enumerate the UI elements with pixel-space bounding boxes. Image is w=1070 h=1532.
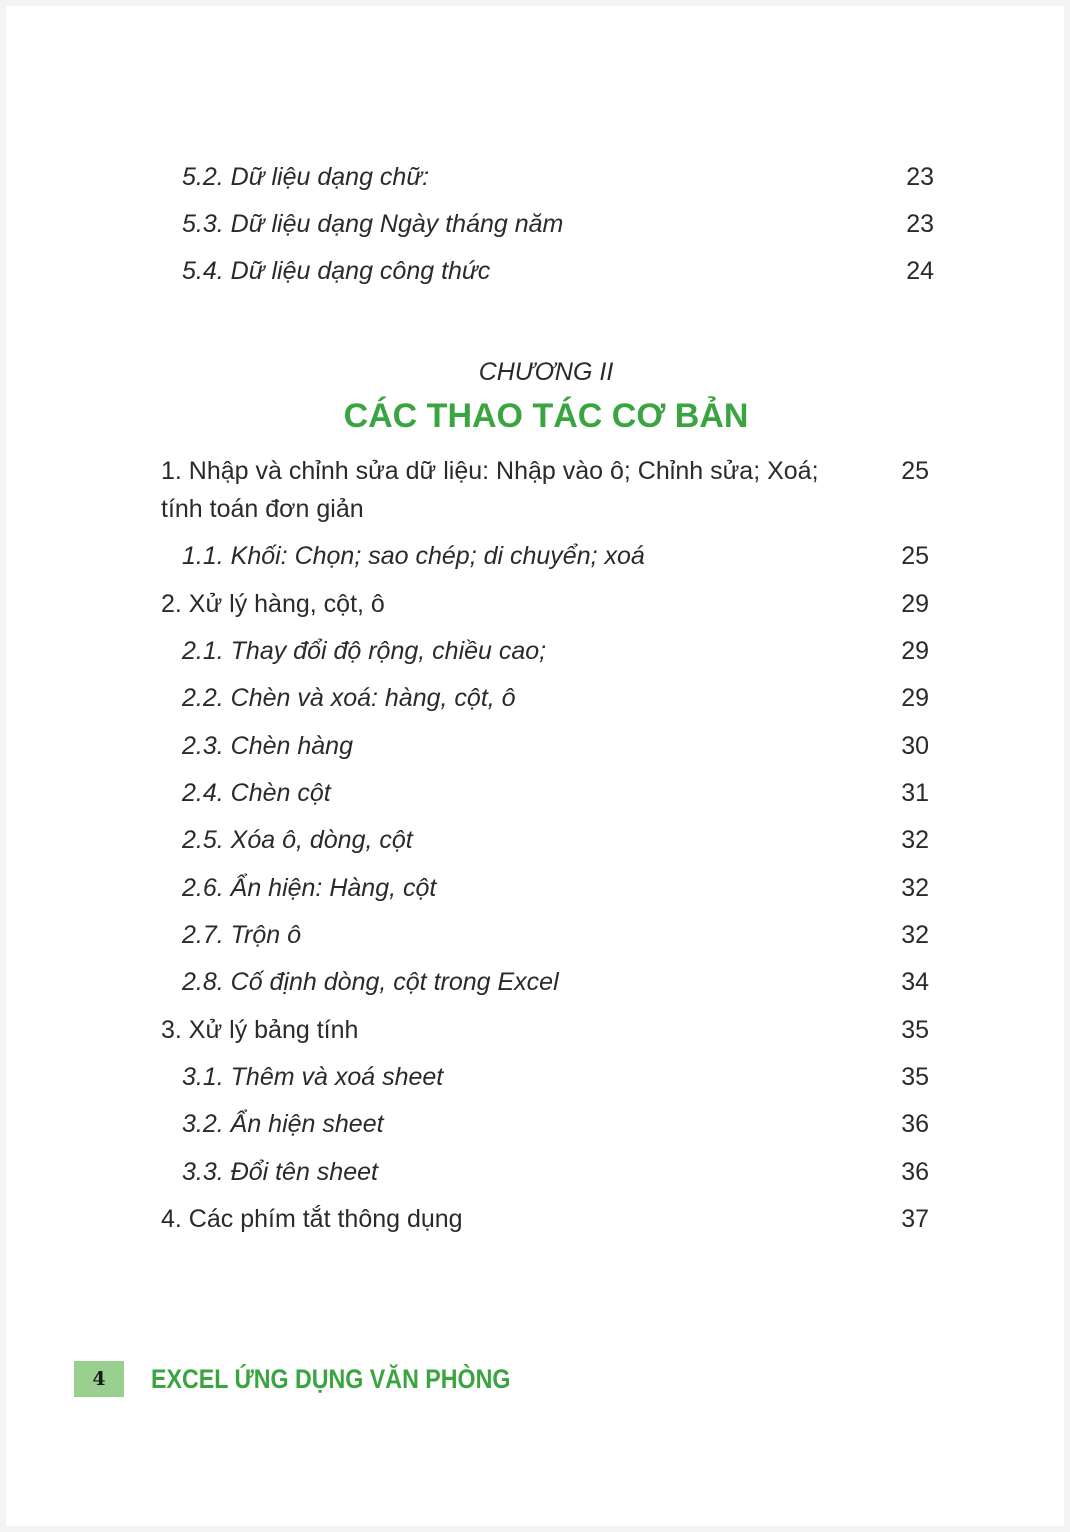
toc-entry	[6, 452, 1064, 528]
toc-entry	[6, 1153, 1064, 1191]
toc-entry-title: 2.6. Ẩn hiện: Hàng, cột	[182, 874, 437, 902]
toc-entry	[6, 158, 1064, 196]
toc-entry-page: 32	[901, 921, 929, 949]
toc-entry	[6, 916, 1064, 954]
toc-entry-title: 3.2. Ẩn hiện sheet	[182, 1110, 384, 1138]
toc-entry-title: 5.2. Dữ liệu dạng chữ:	[182, 163, 430, 191]
toc-entry-title: 2.7. Trộn ô	[182, 921, 302, 949]
toc-entry-page: 23	[906, 163, 934, 191]
toc-entry	[6, 727, 1064, 765]
toc-entry	[6, 963, 1064, 1001]
toc-entry-title: 2.1. Thay đổi độ rộng, chiều cao;	[182, 637, 547, 665]
toc-entry	[6, 632, 1064, 670]
toc-entry	[6, 1058, 1064, 1096]
toc-entry-page: 34	[901, 968, 929, 996]
toc-entry	[6, 774, 1064, 812]
toc-entry-title: 2.3. Chèn hàng	[182, 732, 353, 760]
toc-entry-page: 29	[901, 590, 929, 618]
footer-page-number: 4	[74, 1361, 124, 1397]
footer-book-title: EXCEL ỨNG DỤNG VĂN PHÒNG	[151, 1364, 511, 1394]
toc-entry-title: 2.8. Cố định dòng, cột trong Excel	[182, 968, 559, 996]
chapter-title: CÁC THAO TÁC CƠ BẢN	[343, 397, 749, 435]
toc-entry	[6, 252, 1064, 290]
toc-entry-title: 1.1. Khối: Chọn; sao chép; di chuyển; xoá	[182, 542, 645, 570]
toc-entry-page: 37	[901, 1205, 929, 1233]
toc-entry-title: 5.4. Dữ liệu dạng công thức	[182, 257, 491, 285]
toc-entry	[6, 205, 1064, 243]
toc-entry-page: 23	[906, 210, 934, 238]
toc-entry-title: 2.2. Chèn và xoá: hàng, cột, ô	[182, 684, 516, 712]
toc-entry-page: 24	[906, 257, 934, 285]
toc-entry-page: 36	[901, 1110, 929, 1138]
toc-entry-title: 4. Các phím tắt thông dụng	[161, 1205, 463, 1233]
toc-entry-page: 30	[901, 732, 929, 760]
toc-entry	[6, 1011, 1064, 1049]
toc-entry	[6, 869, 1064, 907]
toc-entry-page: 29	[901, 637, 929, 665]
toc-entry-title: 2. Xử lý hàng, cột, ô	[161, 590, 385, 618]
toc-entry-title: 1. Nhập và chỉnh sửa dữ liệu: Nhập vào ô; Chỉnh sửa; Xoá; tính toán đơn giản	[161, 457, 819, 523]
toc-entry-page: 25	[901, 542, 929, 570]
toc-entry-title: 3.3. Đổi tên sheet	[182, 1158, 378, 1186]
toc-entry	[6, 537, 1064, 575]
toc-entry-title: 3. Xử lý bảng tính	[161, 1016, 359, 1044]
toc-entry-page: 31	[901, 779, 929, 807]
toc-entry-page: 32	[901, 874, 929, 902]
toc-entry-page: 35	[901, 1016, 929, 1044]
toc-entry	[6, 821, 1064, 859]
toc-entry	[6, 585, 1064, 623]
book-page	[6, 6, 1064, 1526]
toc-entry	[6, 679, 1064, 717]
toc-entry	[6, 1200, 1064, 1238]
toc-entry-page: 29	[901, 684, 929, 712]
toc-entry-page: 35	[901, 1063, 929, 1091]
chapter-label: CHƯƠNG II	[478, 358, 614, 386]
toc-entry-title: 2.4. Chèn cột	[182, 779, 331, 807]
toc-entry-page: 32	[901, 826, 929, 854]
toc-entry-page: 36	[901, 1158, 929, 1186]
toc-entry-title: 3.1. Thêm và xoá sheet	[182, 1063, 444, 1091]
toc-entry-title: 5.3. Dữ liệu dạng Ngày tháng năm	[182, 210, 564, 238]
toc-entry-page: 25	[901, 457, 929, 485]
toc-entry	[6, 1105, 1064, 1143]
toc-entry-title: 2.5. Xóa ô, dòng, cột	[182, 826, 413, 854]
